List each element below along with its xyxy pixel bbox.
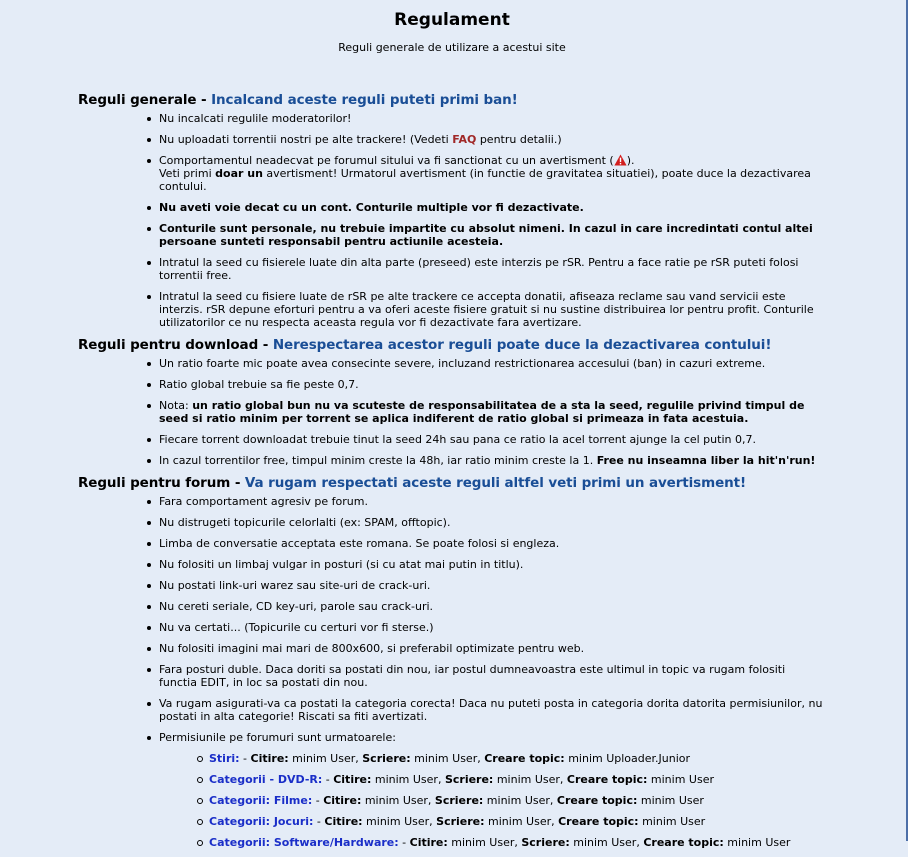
list-item: Nu uploadati torrentii nostri pe alte trackere! (Vedeti FAQ pentru detalii.) bbox=[159, 133, 823, 146]
category-link-jocuri[interactable]: Categorii: Jocuri: bbox=[209, 815, 314, 828]
permission-item-jocuri: Categorii: Jocuri: - Citire: minim User, Scriere: minim User, Creare topic: minim User bbox=[209, 815, 823, 828]
list-item: Intratul la seed cu fisiere luate de rSR pe alte trackere ce accepta donatii, afiseaza reclame sau vand servicii este interzis. rSR depune eforturi pentru a va oferi aceste fisiere gratuit si nu sustine distribuirea lor pentru profit. Conturile utilizatorilor ce nu respecta aceasta regula vor fi dezactivate fara avertizare. bbox=[159, 290, 823, 329]
list-item: In cazul torrentilor free, timpul minim creste la 48h, iar ratio minim creste la 1. Free nu inseamna liber la hit'n'run! bbox=[159, 454, 823, 467]
faq-link[interactable]: FAQ bbox=[452, 133, 477, 146]
rules-content bbox=[78, 92, 823, 857]
list-item: Un ratio foarte mic poate avea consecinte severe, incluzand restrictionarea accesului (ban) in cazuri extreme. bbox=[159, 357, 823, 370]
permission-item-dvdr: Categorii - DVD-R: - Citire: minim User, Scriere: minim User, Creare topic: minim User bbox=[209, 773, 823, 786]
list-item: Intratul la seed cu fisierele luate din alta parte (preseed) este interzis pe rSR. Pentru a face ratie pe rSR puteti folosi torrentii free. bbox=[159, 256, 823, 282]
section-heading-general: Reguli generale - Incalcand aceste reguli puteti primi ban! bbox=[78, 92, 518, 108]
list-item: Nu va certati... (Topicurile cu certuri vor fi sterse.) bbox=[159, 621, 823, 634]
list-item: Nu incalcati regulile moderatorilor! bbox=[159, 112, 823, 125]
list-item: Nu postati link-uri warez sau site-uri de crack-uri. bbox=[159, 579, 823, 592]
section-highlight-forum: Va rugam respectati aceste reguli altfel veti primi un avertisment! bbox=[244, 475, 747, 491]
category-link-software[interactable]: Categorii: Software/Hardware: bbox=[209, 836, 399, 849]
list-item: Comportamentul neadecvat pe forumul sitului va fi sanctionat cu un avertisment ( ). Veti primi doar un avertisment! Urmatorul avertisment (in functie de gravitatea situatiei), poate duce la dezactivarea contului. bbox=[159, 154, 823, 193]
section-highlight-download: Nerespectarea acestor reguli poate duce la dezactivarea contului! bbox=[272, 337, 772, 353]
list-item: Nu folositi un limbaj vulgar in posturi (si cu atat mai putin in titlu). bbox=[159, 558, 823, 571]
list-item: Nu folositi imagini mai mari de 800x600, si preferabil optimizate pentru web. bbox=[159, 642, 823, 655]
list-item: Ratio global trebuie sa fie peste 0,7. bbox=[159, 378, 823, 391]
category-link-filme[interactable]: Categorii: Filme: bbox=[209, 794, 313, 807]
permission-item-filme: Categorii: Filme: - Citire: minim User, Scriere: minim User, Creare topic: minim User bbox=[209, 794, 823, 807]
page-subtitle: Reguli generale de utilizare a acestui site bbox=[338, 41, 566, 54]
list-item: Nu cereti seriale, CD key-uri, parole sau crack-uri. bbox=[159, 600, 823, 613]
list-item: Va rugam asigurati-va ca postati la categoria corecta! Daca nu puteti posta in categoria dorita datorita permisiunilor, nu postati in alta categorie! Riscati sa fiti avertizati. bbox=[159, 697, 823, 723]
list-item: Limba de conversatie acceptata este romana. Se poate folosi si engleza. bbox=[159, 537, 823, 550]
forum-rules-list bbox=[78, 495, 823, 849]
section-heading-download: Reguli pentru download - Nerespectarea acestor reguli poate duce la dezactivarea contului! bbox=[78, 337, 772, 353]
permission-item-software: Categorii: Software/Hardware: - Citire: minim User, Scriere: minim User, Creare topic: minim User bbox=[209, 836, 823, 849]
list-item: Nota: un ratio global bun nu va scuteste de responsabilitatea de a sta la seed, regulile privind timpul de seed si ratio minim per torrent se aplica indiferent de ratio global si primeaza in fata acestuia. bbox=[159, 399, 823, 425]
list-item: Fara posturi duble. Daca doriti sa postati din nou, iar postul dumneavoastra este ultimul in topic va rugam folositi functia EDIT, in loc sa postati din nou. bbox=[159, 663, 823, 689]
list-item: Permisiunile pe forumuri sunt urmatoarele: Stiri: - Citire: minim User, Scriere: minim User, Creare topic: minim Uploader.Junior Categorii - DVD-R: - Citire: minim User, Scriere: minim User, Creare topic: minim User Categorii: Filme: - Citire: minim User, Scriere: minim User, Creare topic: minim User Categorii: Jocuri: - Citire: minim User, Scriere: minim User, Creare topic: minim User Categorii: Software/Hardware: - Citire: minim User, Scriere: minim User, Creare topic: minim User bbox=[159, 731, 823, 849]
category-link-stiri[interactable]: Stiri: bbox=[209, 752, 240, 765]
page-title: Regulament bbox=[394, 10, 510, 30]
section-heading-forum: Reguli pentru forum - Va rugam respectati aceste reguli altfel veti primi un avertisment! bbox=[78, 475, 747, 491]
list-item: Fiecare torrent downloadat trebuie tinut la seed 24h sau pana ce ratio la acel torrent ajunge la cel putin 0,7. bbox=[159, 433, 823, 446]
forum-permissions-list bbox=[159, 752, 823, 849]
list-item: Conturile sunt personale, nu trebuie impartite cu absolut nimeni. In cazul in care incredintati contul altei persoane sunteti responsabil pentru actiunile acesteia. bbox=[159, 222, 823, 248]
list-item: Fara comportament agresiv pe forum. bbox=[159, 495, 823, 508]
permission-item-stiri: Stiri: - Citire: minim User, Scriere: minim User, Creare topic: minim Uploader.Junior bbox=[209, 752, 823, 765]
warning-triangle-icon bbox=[614, 154, 627, 166]
general-rules-list bbox=[78, 112, 823, 329]
download-rules-list bbox=[78, 357, 823, 467]
category-link-dvdr[interactable]: Categorii - DVD-R: bbox=[209, 773, 323, 786]
list-item: Nu aveti voie decat cu un cont. Conturile multiple vor fi dezactivate. bbox=[159, 201, 823, 214]
list-item: Nu distrugeti topicurile celorlalti (ex: SPAM, offtopic). bbox=[159, 516, 823, 529]
section-highlight-general: Incalcand aceste reguli puteti primi ban! bbox=[211, 92, 518, 108]
